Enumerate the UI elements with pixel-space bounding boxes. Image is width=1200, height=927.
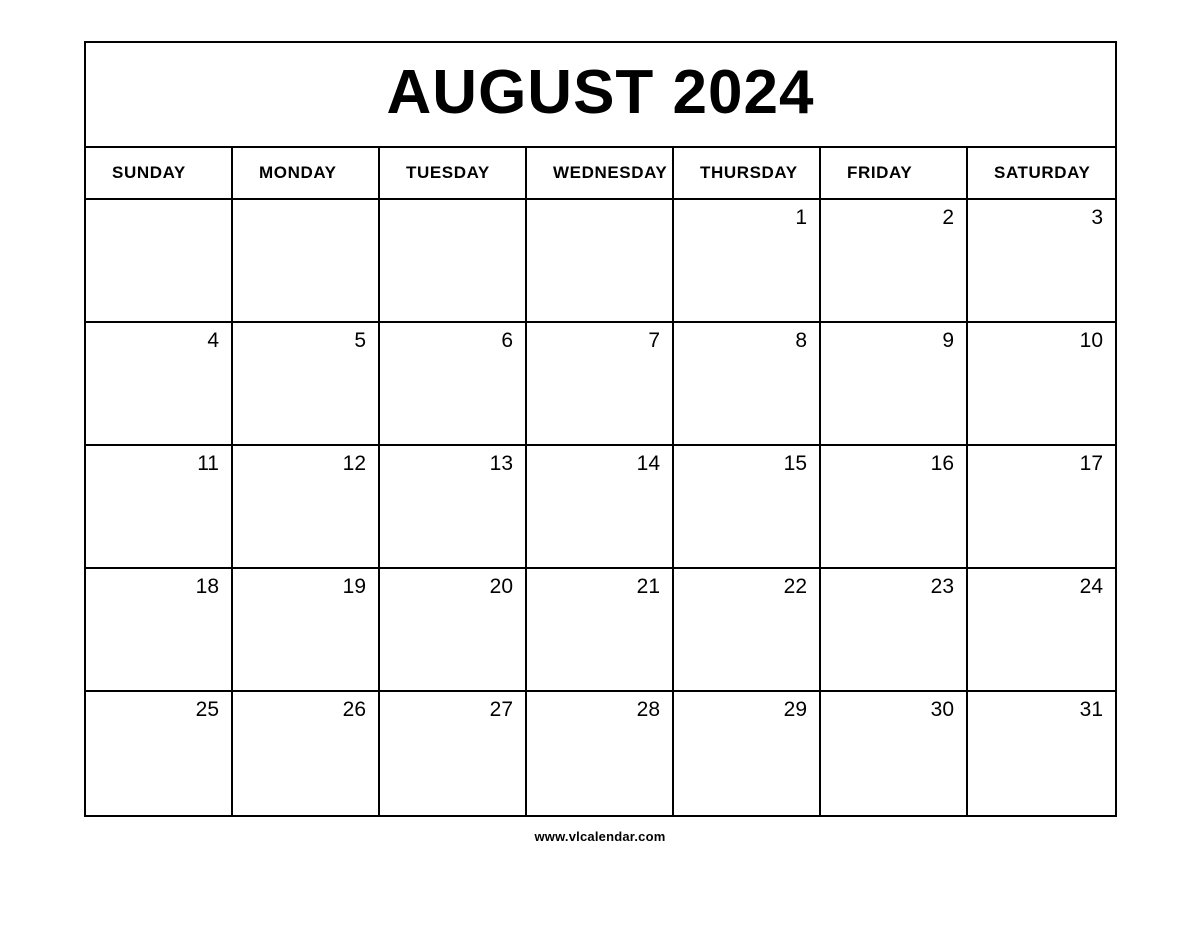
day-number: 16 [930, 452, 954, 475]
weekday-header-row [86, 148, 1115, 200]
day-cell[interactable] [233, 200, 380, 321]
day-cell[interactable] [968, 200, 1115, 321]
day-cell[interactable] [674, 446, 821, 567]
day-number: 6 [501, 329, 513, 352]
day-cell[interactable] [968, 692, 1115, 815]
day-cell[interactable] [821, 200, 968, 321]
day-number: 18 [195, 575, 219, 598]
day-number: 20 [489, 575, 513, 598]
day-number: 17 [1079, 452, 1103, 475]
day-number: 24 [1079, 575, 1103, 598]
day-cell[interactable] [527, 446, 674, 567]
day-number: 5 [354, 329, 366, 352]
day-number: 4 [207, 329, 219, 352]
day-cell[interactable] [527, 569, 674, 690]
day-cell[interactable] [233, 692, 380, 815]
calendar-week-row [86, 200, 1115, 323]
day-cell[interactable] [821, 569, 968, 690]
day-cell[interactable] [380, 323, 527, 444]
day-cell[interactable] [86, 200, 233, 321]
day-number: 12 [342, 452, 366, 475]
day-number: 2 [942, 206, 954, 229]
weekday-header-thursday: THURSDAY [674, 148, 821, 198]
calendar-week-row [86, 569, 1115, 692]
day-cell[interactable] [674, 200, 821, 321]
day-cell[interactable] [527, 692, 674, 815]
day-cell[interactable] [233, 569, 380, 690]
day-number: 3 [1091, 206, 1103, 229]
day-number: 25 [195, 698, 219, 721]
day-cell[interactable] [821, 692, 968, 815]
weekday-header-sunday: SUNDAY [86, 148, 233, 198]
day-number: 10 [1079, 329, 1103, 352]
day-number: 19 [342, 575, 366, 598]
day-cell[interactable] [821, 323, 968, 444]
day-cell[interactable] [968, 323, 1115, 444]
day-cell[interactable] [86, 692, 233, 815]
calendar-title-bar [86, 43, 1115, 148]
calendar-week-row [86, 446, 1115, 569]
day-cell[interactable] [674, 323, 821, 444]
day-number: 13 [489, 452, 513, 475]
day-number: 22 [783, 575, 807, 598]
day-number: 14 [636, 452, 660, 475]
day-cell[interactable] [674, 692, 821, 815]
day-number: 15 [783, 452, 807, 475]
day-cell[interactable] [86, 569, 233, 690]
weekday-header-saturday: SATURDAY [994, 163, 1091, 182]
day-number: 27 [489, 698, 513, 721]
day-cell[interactable] [527, 323, 674, 444]
day-number: 8 [795, 329, 807, 352]
day-number: 1 [795, 206, 807, 229]
day-number: 28 [636, 698, 660, 721]
day-cell[interactable] [233, 446, 380, 567]
day-number: 26 [342, 698, 366, 721]
weekday-header-tuesday: TUESDAY [380, 148, 527, 198]
day-number: 31 [1079, 698, 1103, 721]
day-cell[interactable] [86, 446, 233, 567]
footer-website: www.vlcalendar.com [534, 829, 666, 844]
day-cell[interactable] [380, 200, 527, 321]
day-cell[interactable] [821, 446, 968, 567]
day-number: 21 [636, 575, 660, 598]
calendar-grid [84, 41, 1117, 817]
weekday-header-wednesday: WEDNESDAY [527, 148, 674, 198]
day-number: 11 [197, 452, 219, 475]
day-cell[interactable] [86, 323, 233, 444]
weekday-header-monday: MONDAY [233, 148, 380, 198]
calendar-week-row [86, 692, 1115, 815]
day-cell[interactable] [968, 446, 1115, 567]
day-number: 23 [930, 575, 954, 598]
day-cell[interactable] [233, 323, 380, 444]
day-number: 29 [783, 698, 807, 721]
day-number: 7 [648, 329, 660, 352]
day-cell[interactable] [380, 569, 527, 690]
day-cell[interactable] [674, 569, 821, 690]
weekday-header-friday: FRIDAY [821, 148, 968, 198]
day-number: 9 [942, 329, 954, 352]
day-cell[interactable] [380, 692, 527, 815]
page-title: AUGUST 2024 [386, 57, 815, 127]
day-cell[interactable] [968, 569, 1115, 690]
calendar-week-row [86, 323, 1115, 446]
day-cell[interactable] [527, 200, 674, 321]
day-number: 30 [930, 698, 954, 721]
day-cell[interactable] [380, 446, 527, 567]
